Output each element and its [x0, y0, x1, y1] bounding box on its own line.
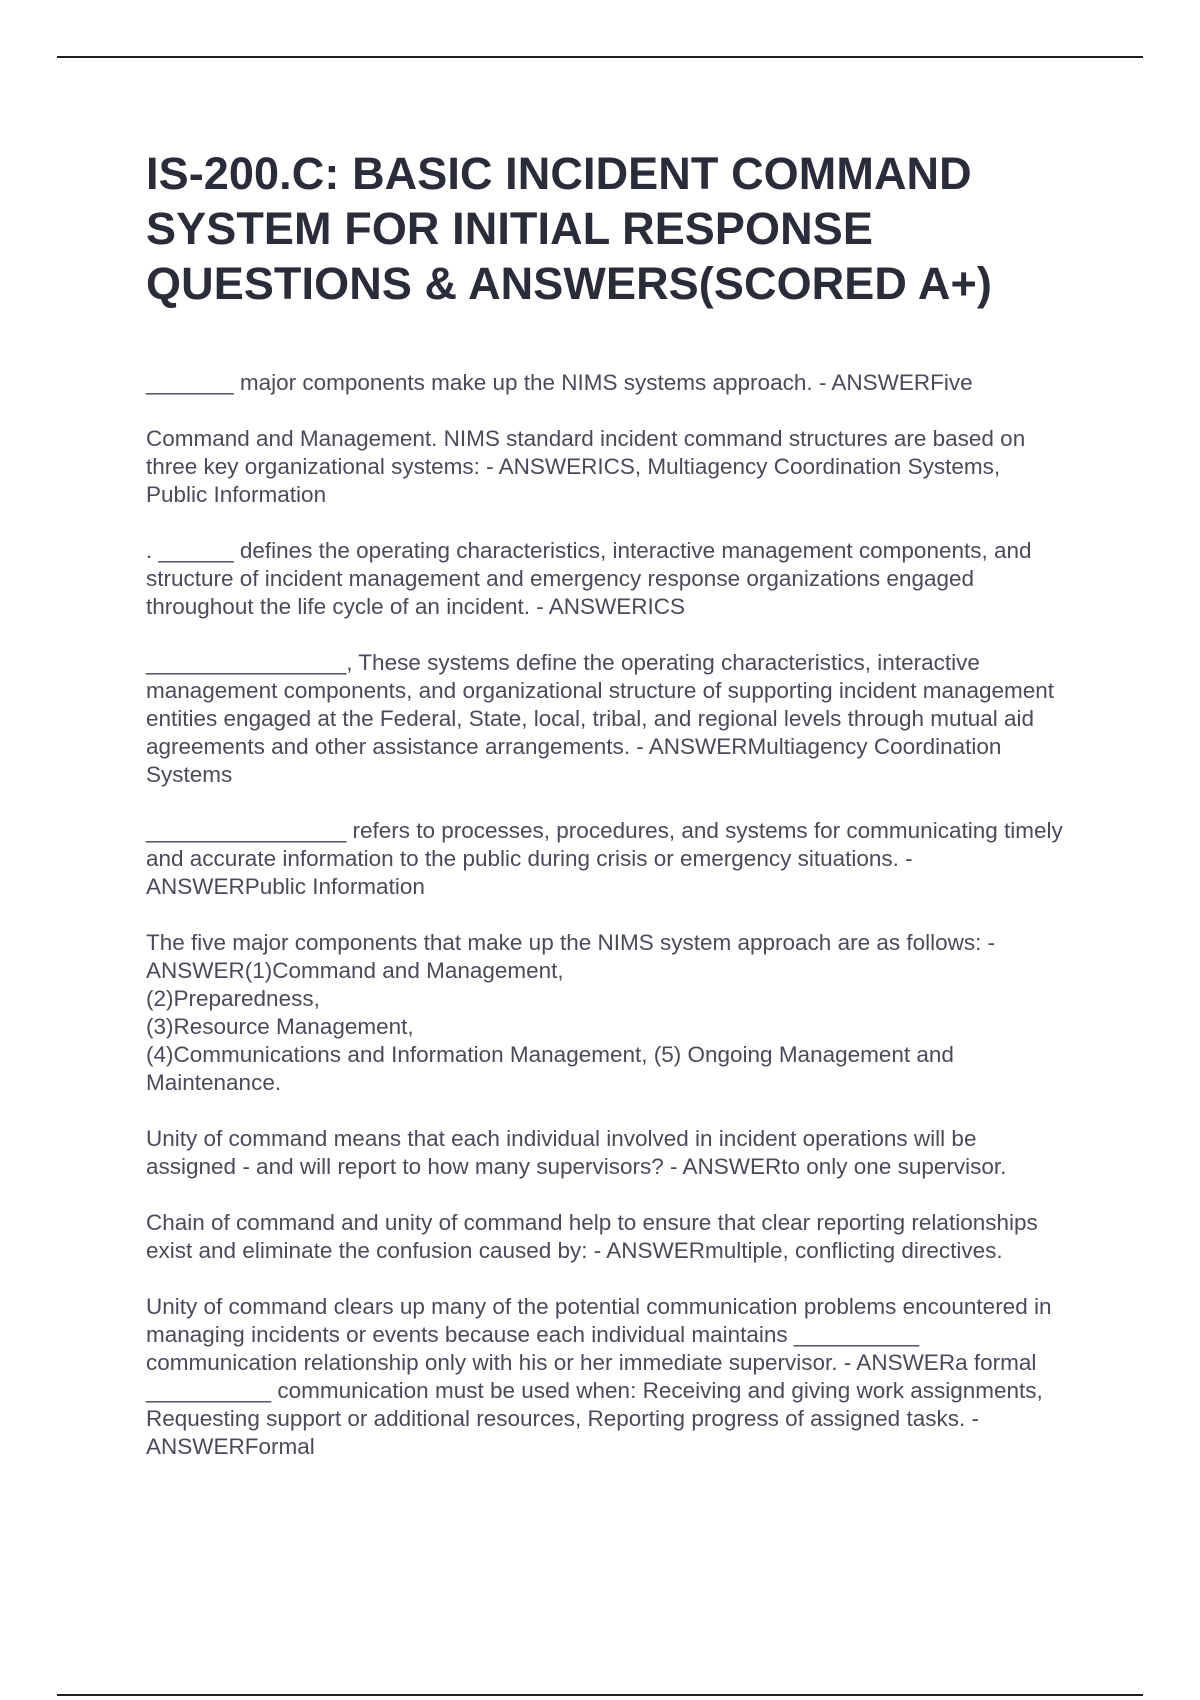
qa-item-6: The five major components that make up the NIMS system approach are as follows: - ANSWER(1)Command and Management, (2)Preparedness, (3)Resource Management, (4)Communications and Information Management, (5) Ongoing Management and Maintenance.	[146, 930, 996, 1095]
bottom-rule	[57, 1694, 1143, 1696]
qa-item-5: ________________ refers to processes, procedures, and systems for communicating timely and accurate information to the public during crisis or emergency situations. - ANSWERPublic Information	[146, 818, 1063, 899]
document-body	[146, 146, 1066, 1489]
qa-item-1: _______ major components make up the NIMS systems approach. - ANSWERFive	[146, 370, 973, 395]
qa-item-4: ________________, These systems define the operating characteristics, interactive management components, and organizational structure of supporting incident management entities engaged at the Federal, State, local, tribal, and regional levels through mutual aid agreements and other assistance arrangements. - ANSWERMultiagency Coordination Systems	[146, 650, 1055, 787]
qa-item-3: . ______ defines the operating characteristics, interactive management components, and structure of incident management and emergency response organizations engaged throughout the life cycle of an incident. - ANSWERICS	[146, 538, 1032, 619]
qa-item-9: Unity of command clears up many of the potential communication problems encountered in managing incidents or events because each individual maintains __________ communication relationship only with his or her immediate supervisor. - ANSWERa formal __________ communication must be used when: Receiving and giving work assignments, Requesting support or additional resources, Reporting progress of assigned tasks. - ANSWERFormal	[146, 1294, 1052, 1459]
qa-item-8: Chain of command and unity of command help to ensure that clear reporting relationships exist and eliminate the confusion caused by: - ANSWERmultiple, conflicting directives.	[146, 1210, 1038, 1263]
qa-item-7: Unity of command means that each individual involved in incident operations will be assigned - and will report to how many supervisors? - ANSWERto only one supervisor.	[146, 1126, 1007, 1179]
top-rule	[57, 56, 1143, 58]
qa-item-2: Command and Management. NIMS standard incident command structures are based on three key organizational systems: - ANSWERICS, Multiagency Coordination Systems, Public Information	[146, 426, 1026, 507]
document-title: IS-200.C: BASIC INCIDENT COMMAND SYSTEM FOR INITIAL RESPONSE QUESTIONS & ANSWERS(SCORED A+)	[146, 148, 992, 309]
